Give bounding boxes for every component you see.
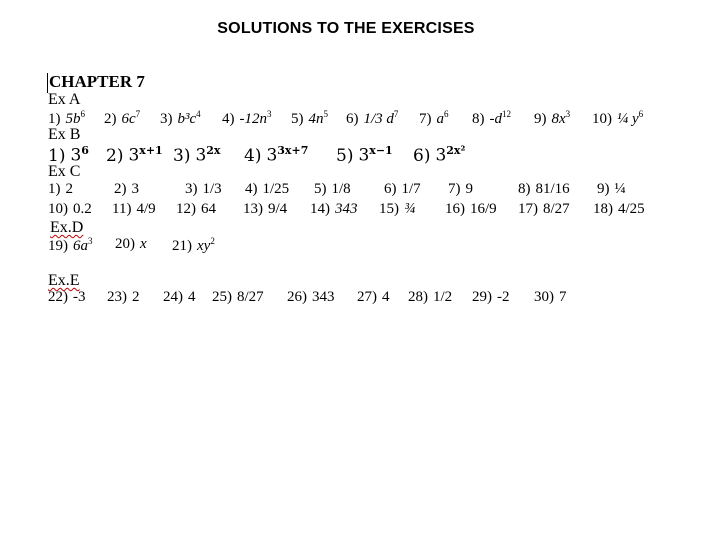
answer-value: 1/8 (331, 181, 351, 197)
answer-number: 4) (244, 145, 262, 166)
answer-exponent: 7 (393, 109, 399, 119)
answer-number: 28) (408, 289, 428, 305)
ex-a-answer (592, 109, 643, 128)
answer-value: 7 (559, 289, 567, 305)
answer-value: 343 (335, 201, 358, 217)
answer-number: 8) (472, 111, 485, 127)
answer-value: 81/16 (535, 181, 570, 197)
answer-number: 29) (472, 289, 492, 305)
answer-base: b³c (177, 111, 197, 127)
answer-value: ¾ (404, 201, 416, 217)
answer-exponent: 3 (88, 236, 93, 246)
answer-value: 0.2 (73, 201, 92, 217)
answer-number: 23) (107, 289, 127, 305)
answer-number: 15) (379, 201, 399, 217)
ex-d-answer (172, 236, 215, 255)
answer-exponent: 2x (206, 144, 221, 157)
ex-e-answer (534, 289, 567, 306)
ex-c-answer (114, 181, 139, 198)
ex-c-answer (518, 181, 570, 198)
ex-a-answer (534, 109, 570, 128)
answer-exponent: x−1 (369, 144, 393, 157)
answer-value: 4/25 (618, 201, 645, 217)
answer-base: 6c (121, 111, 136, 127)
ex-e-answer (107, 289, 140, 306)
ex-c-answer (597, 181, 626, 198)
answer-number: 25) (212, 289, 232, 305)
answer-number: 20) (115, 236, 135, 252)
ex-c-answer (176, 201, 216, 218)
ex-d-heading: Ex.D (50, 219, 84, 236)
answer-exponent: 6 (444, 109, 449, 119)
answer-number: 9) (534, 111, 547, 127)
answer-number: 8) (518, 181, 531, 197)
answer-number: 2) (104, 111, 117, 127)
ex-b-answer (413, 144, 465, 166)
answer-exponent: 6 (638, 109, 644, 119)
answer-value: -3 (73, 289, 86, 305)
answer-value: 9/4 (268, 201, 288, 217)
ex-b-answer (106, 144, 163, 166)
answer-number: 6) (384, 181, 397, 197)
answer-base: 3 (266, 145, 278, 166)
answer-exponent: 3 (267, 109, 272, 119)
answer-value: 8/27 (237, 289, 264, 305)
answer-value: 2 (132, 289, 140, 305)
ex-c-answer (243, 201, 287, 218)
ex-a-answer (346, 109, 398, 128)
ex-b-heading: Ex B (48, 126, 81, 143)
answer-base: 8x (551, 111, 566, 127)
answer-number: 26) (287, 289, 307, 305)
answer-value: 16/9 (470, 201, 497, 217)
ex-a-answer (160, 109, 201, 128)
answer-value: 343 (312, 289, 335, 305)
answer-number: 17) (518, 201, 538, 217)
ex-c-answer (112, 201, 156, 218)
answer-exponent: 12 (502, 109, 511, 119)
ex-e-heading: Ex.E (48, 272, 80, 289)
ex-c-answer (379, 201, 415, 218)
answer-value: 2 (65, 181, 73, 197)
ex-e-answer (287, 289, 335, 306)
answer-number: 1) (48, 181, 61, 197)
answer-base: 5b (65, 111, 81, 127)
page-title: SOLUTIONS TO THE EXERCISES (217, 20, 475, 37)
answer-value: 4 (188, 289, 196, 305)
answer-base: 3 (358, 145, 370, 166)
ex-c-answer (48, 181, 73, 198)
answer-value: 8/27 (543, 201, 570, 217)
answer-exponent: 4 (196, 109, 201, 119)
ex-c-answer (448, 181, 473, 198)
answer-number: 5) (291, 111, 304, 127)
answer-base: -d (489, 111, 502, 127)
answer-value: 1/2 (433, 289, 453, 305)
answer-value: 64 (201, 201, 216, 217)
ex-a-answer (472, 109, 511, 128)
answer-exponent: 7 (135, 109, 141, 119)
answer-number: 7) (448, 181, 461, 197)
ex-c-answer (245, 181, 289, 198)
answer-number: 19) (48, 238, 68, 254)
answer-base: xy (197, 238, 211, 254)
answer-base: -12n (239, 111, 267, 127)
answer-number: 16) (445, 201, 465, 217)
answer-exponent: 2x² (446, 144, 466, 157)
answer-number: 2) (106, 145, 124, 166)
ex-e-answer (357, 289, 390, 306)
ex-c-answer (384, 181, 421, 198)
ex-a-answer (291, 109, 328, 128)
answer-base: 1/3 d (363, 111, 394, 127)
answer-exponent: x+1 (139, 144, 163, 157)
answer-value: -2 (497, 289, 510, 305)
answer-base: x (140, 236, 147, 252)
ex-a-answer (104, 109, 140, 128)
ex-e-answer (48, 289, 86, 306)
answer-value: 9 (465, 181, 473, 197)
answer-number: 3) (185, 181, 198, 197)
ex-d-answer (115, 236, 147, 253)
answer-base: a (436, 111, 444, 127)
answer-exponent: 5 (323, 109, 328, 119)
answer-number: 27) (357, 289, 377, 305)
answer-value: 1/25 (262, 181, 290, 197)
answer-exponent: 6 (80, 109, 85, 119)
answer-number: 12) (176, 201, 196, 217)
ex-b-answer (244, 144, 308, 166)
text-cursor (47, 73, 48, 93)
answer-number: 4) (222, 111, 235, 127)
ex-a-heading: Ex A (48, 91, 81, 108)
answer-base: 3 (128, 145, 140, 166)
answer-value: 1/7 (401, 181, 421, 197)
answer-value: ¼ (614, 181, 626, 197)
answer-base: 6a (73, 238, 88, 254)
answer-exponent: 6 (81, 144, 89, 157)
answer-value: 4 (382, 289, 390, 305)
answer-number: 4) (245, 181, 258, 197)
answer-exponent: 3 (565, 109, 571, 119)
answer-exponent: 2 (210, 236, 215, 246)
answer-number: 5) (314, 181, 327, 197)
ex-c-answer (48, 201, 92, 218)
answer-value: 1/3 (202, 181, 222, 197)
answer-number: 10) (592, 111, 612, 127)
ex-c-answer (314, 181, 351, 198)
answer-number: 10) (48, 201, 68, 217)
answer-number: 3) (173, 145, 191, 166)
ex-e-answer (408, 289, 452, 306)
ex-c-answer (593, 201, 645, 218)
ex-c-answer (445, 201, 497, 218)
ex-c-answer (185, 181, 222, 198)
answer-base: 3 (70, 145, 82, 166)
chapter-heading: CHAPTER 7 (49, 72, 145, 91)
ex-c-heading: Ex C (48, 163, 81, 180)
answer-number: 3) (160, 111, 173, 127)
answer-number: 24) (163, 289, 183, 305)
ex-c-answer (310, 201, 358, 218)
answer-number: 22) (48, 289, 68, 305)
answer-number: 7) (419, 111, 432, 127)
answer-number: 30) (534, 289, 554, 305)
ex-a-answer (419, 109, 449, 128)
answer-number: 1) (48, 145, 66, 166)
answer-number: 6) (413, 145, 431, 166)
ex-d-answer (48, 236, 93, 255)
answer-base: 3 (435, 145, 447, 166)
answer-value: 4/9 (136, 201, 156, 217)
answer-base: 4n (308, 111, 324, 127)
ex-a-answer (222, 109, 272, 128)
answer-number: 11) (112, 201, 132, 217)
answer-number: 6) (346, 111, 359, 127)
ex-e-answer (163, 289, 196, 306)
ex-c-answer (518, 201, 570, 218)
answer-number: 18) (593, 201, 613, 217)
answer-number: 2) (114, 181, 127, 197)
answer-exponent: 3x+7 (277, 144, 309, 157)
answer-number: 21) (172, 238, 192, 254)
ex-b-answer (336, 144, 393, 166)
ex-e-answer (472, 289, 510, 306)
answer-base: 3 (195, 145, 207, 166)
answer-number: 5) (336, 145, 354, 166)
answer-value: 3 (131, 181, 139, 197)
answer-number: 13) (243, 201, 263, 217)
answer-base: ¼ y (617, 111, 639, 127)
ex-b-answer (173, 144, 221, 166)
answer-number: 1) (48, 111, 61, 127)
answer-number: 9) (597, 181, 610, 197)
ex-e-answer (212, 289, 264, 306)
answer-number: 14) (310, 201, 330, 217)
